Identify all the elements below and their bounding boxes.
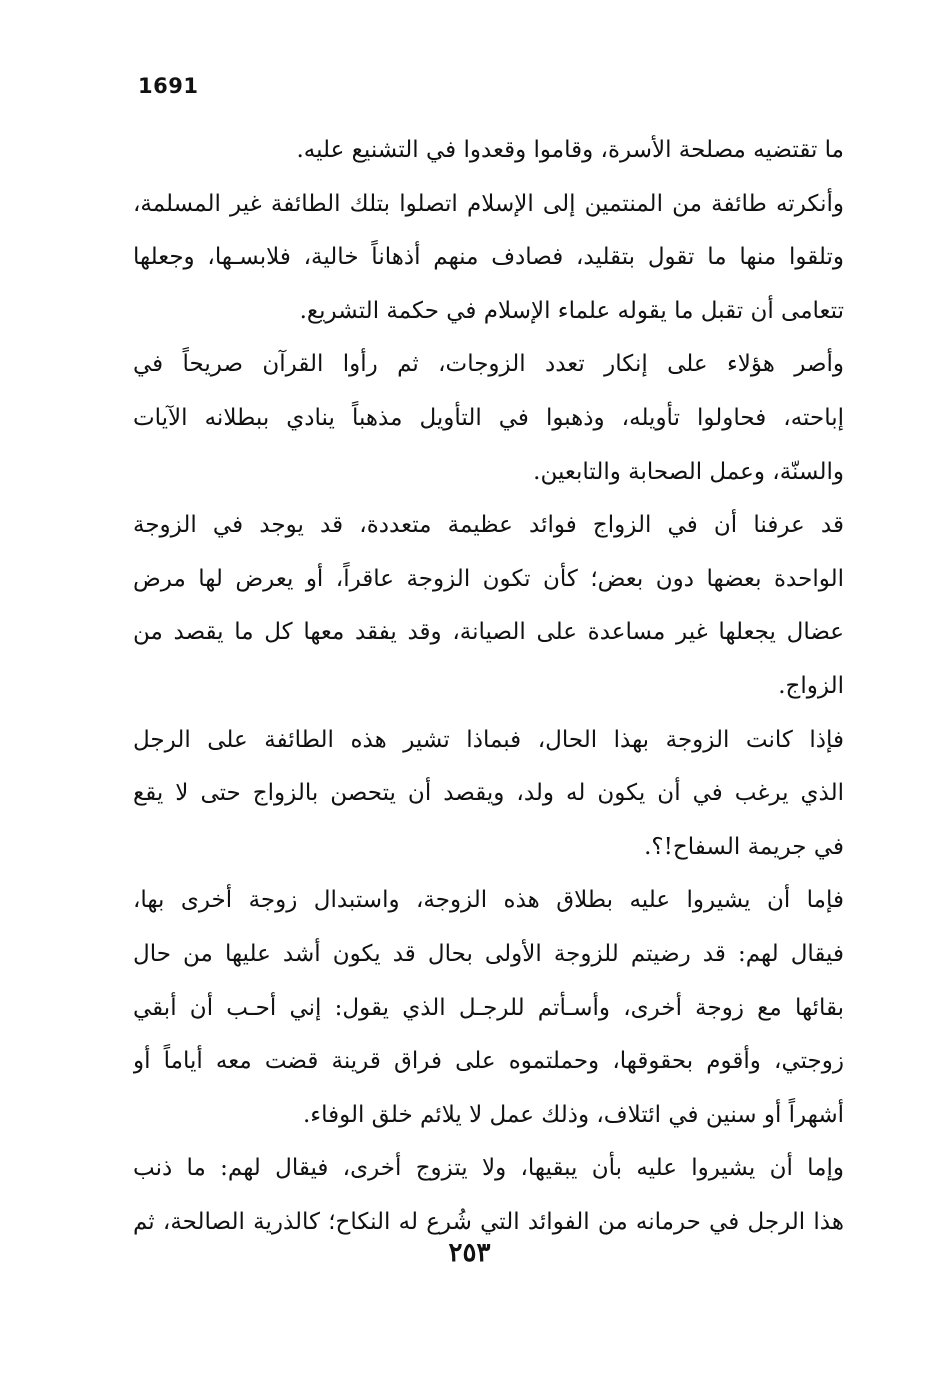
- text-line: وتلقوا منها ما تقول بتقليد، فصادف منهم أذهاناً خالية، فلابسـها، وجعلها: [133, 244, 844, 271]
- text-line: زوجتي، وأقوم بحقوقها، وحملتموه على فراق قرينة قضت معه أياماً أو: [133, 1048, 844, 1075]
- text-line: قد عرفنا أن في الزواج فوائد عظيمة متعددة، قد يوجد في الزوجة: [133, 512, 844, 539]
- page-number-bottom: ٢٥٣: [448, 1238, 491, 1268]
- text-line: والسنّة، وعمل الصحابة والتابعين.: [533, 458, 844, 485]
- text-line: الواحدة بعضها دون بعض؛ كأن تكون الزوجة عاقراً، أو يعرض لها مرض: [133, 565, 844, 592]
- text-line: وأصر هؤلاء على إنكار تعدد الزوجات، ثم رأوا القرآن صريحاً في: [133, 351, 844, 378]
- text-line: عضال يجعلها غير مساعدة على الصيانة، وقد يفقد معها كل ما يقصد من: [133, 619, 844, 646]
- text-line: تتعامى أن تقبل ما يقوله علماء الإسلام في حكمة التشريع.: [299, 297, 844, 324]
- text-line: في جريمة السفاح!؟.: [644, 833, 844, 860]
- text-line: وإما أن يشيروا عليه بأن يبقيها، ولا يتزوج أخرى، فيقال لهم: ما ذنب: [133, 1155, 844, 1182]
- text-line: أشهراً أو سنين في ائتلاف، وذلك عمل لا يلائم خلق الوفاء.: [302, 1101, 844, 1128]
- text-line: فإذا كانت الزوجة بهذا الحال، فبماذا تشير هذه الطائفة على الرجل: [133, 726, 844, 753]
- text-line: بقائها مع زوجة أخرى، وأسـأتم للرجـل الذي يقول: إني أحـب أن أبقي: [133, 994, 844, 1021]
- text-line: الزواج.: [778, 672, 844, 699]
- text-line: إباحته، فحاولوا تأويله، وذهبوا في التأويل مذهباً ينادي ببطلانه الآيات: [133, 404, 844, 431]
- text-line: الذي يرغب في أن يكون له ولد، ويقصد أن يتحصن بالزواج حتى لا يقع: [133, 780, 844, 807]
- text-line: ما تقتضيه مصلحة الأسرة، وقاموا وقعدوا في التشنيع عليه.: [296, 137, 844, 163]
- text-line: هذا الرجل في حرمانه من الفوائد التي شُرع له النكاح؛ كالذرية الصالحة، ثم: [133, 1208, 844, 1235]
- text-line: فإما أن يشيروا عليه بطلاق هذه الزوجة، واستبدال زوجة أخرى بها،: [133, 887, 844, 914]
- page-number-top: 1691: [138, 74, 199, 98]
- text-line: فيقال لهم: قد رضيتم للزوجة الأولى بحال قد يكون أشد عليها من حال: [133, 940, 844, 967]
- text-line: وأنكرته طائفة من المنتمين إلى الإسلام اتصلوا بتلك الطائفة غير المسلمة،: [133, 190, 844, 217]
- body-text: [133, 124, 844, 1249]
